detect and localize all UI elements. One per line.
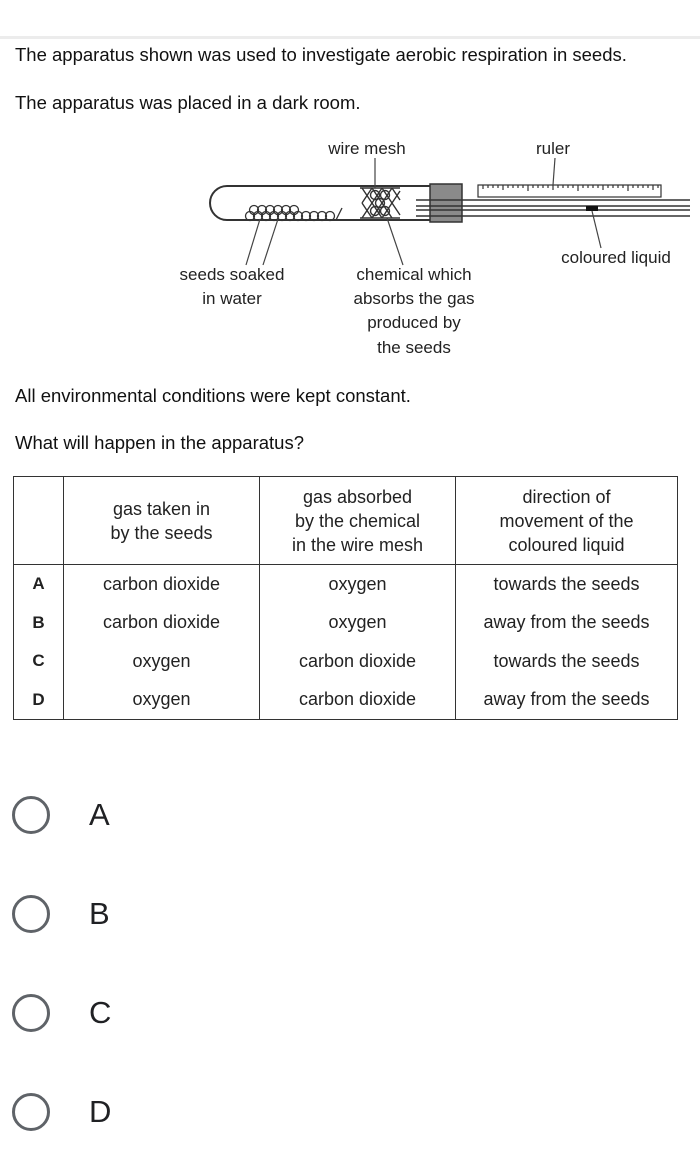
question-text-2: The apparatus was placed in a dark room. (15, 92, 361, 113)
top-divider (0, 36, 700, 39)
wire-mesh (360, 188, 400, 218)
chemical-label-4: the seeds (377, 338, 451, 357)
table-row: D oxygen carbon dioxide away from the seeds (14, 681, 678, 720)
option-c-label: C (89, 995, 112, 1030)
coloured-liquid-drop (586, 206, 598, 211)
option-b[interactable] (12, 894, 312, 942)
option-d[interactable] (12, 1092, 312, 1140)
option-a-label: A (89, 797, 110, 832)
boiling-tube (210, 186, 432, 220)
table-header-row (14, 477, 678, 565)
radio-button-d[interactable] (12, 1093, 50, 1131)
radio-button-c[interactable] (12, 994, 50, 1032)
question-text-1: The apparatus shown was used to investigate aerobic respiration in seeds. (15, 44, 627, 65)
radio-button-a[interactable] (12, 796, 50, 834)
option-b-label: B (89, 896, 110, 931)
option-c[interactable] (12, 993, 312, 1041)
table-row: A carbon dioxide oxygen towards the seeds (14, 565, 678, 604)
radio-button-b[interactable] (12, 895, 50, 933)
header-gas-taken: gas taken in by the seeds (64, 477, 260, 565)
apparatus-diagram (150, 128, 700, 368)
header-key-cell (14, 477, 64, 565)
header-direction: direction of movement of the coloured liquid (456, 477, 678, 565)
ruler (478, 185, 661, 197)
question-text-3: All environmental conditions were kept constant. (15, 385, 411, 406)
wire-mesh-label: wire mesh (328, 139, 406, 158)
option-d-label: D (89, 1094, 112, 1129)
seeds (246, 206, 343, 221)
header-gas-absorbed: gas absorbed by the chemical in the wire mesh (260, 477, 456, 565)
table-row: B carbon dioxide oxygen away from the seeds (14, 604, 678, 643)
coloured-liquid-label: coloured liquid (561, 248, 671, 267)
chemical-label-1: chemical which (356, 265, 472, 284)
table-row: C oxygen carbon dioxide towards the seeds (14, 642, 678, 681)
option-a[interactable] (12, 795, 312, 843)
chemical-label-2: absorbs the gas (353, 289, 475, 308)
seeds-label-2: in water (202, 289, 262, 308)
chemical-label-3: produced by (367, 313, 461, 332)
question-text-4: What will happen in the apparatus? (15, 432, 304, 453)
seeds-label-1: seeds soaked (179, 265, 285, 284)
answer-table (13, 476, 678, 720)
ruler-label: ruler (535, 139, 571, 158)
